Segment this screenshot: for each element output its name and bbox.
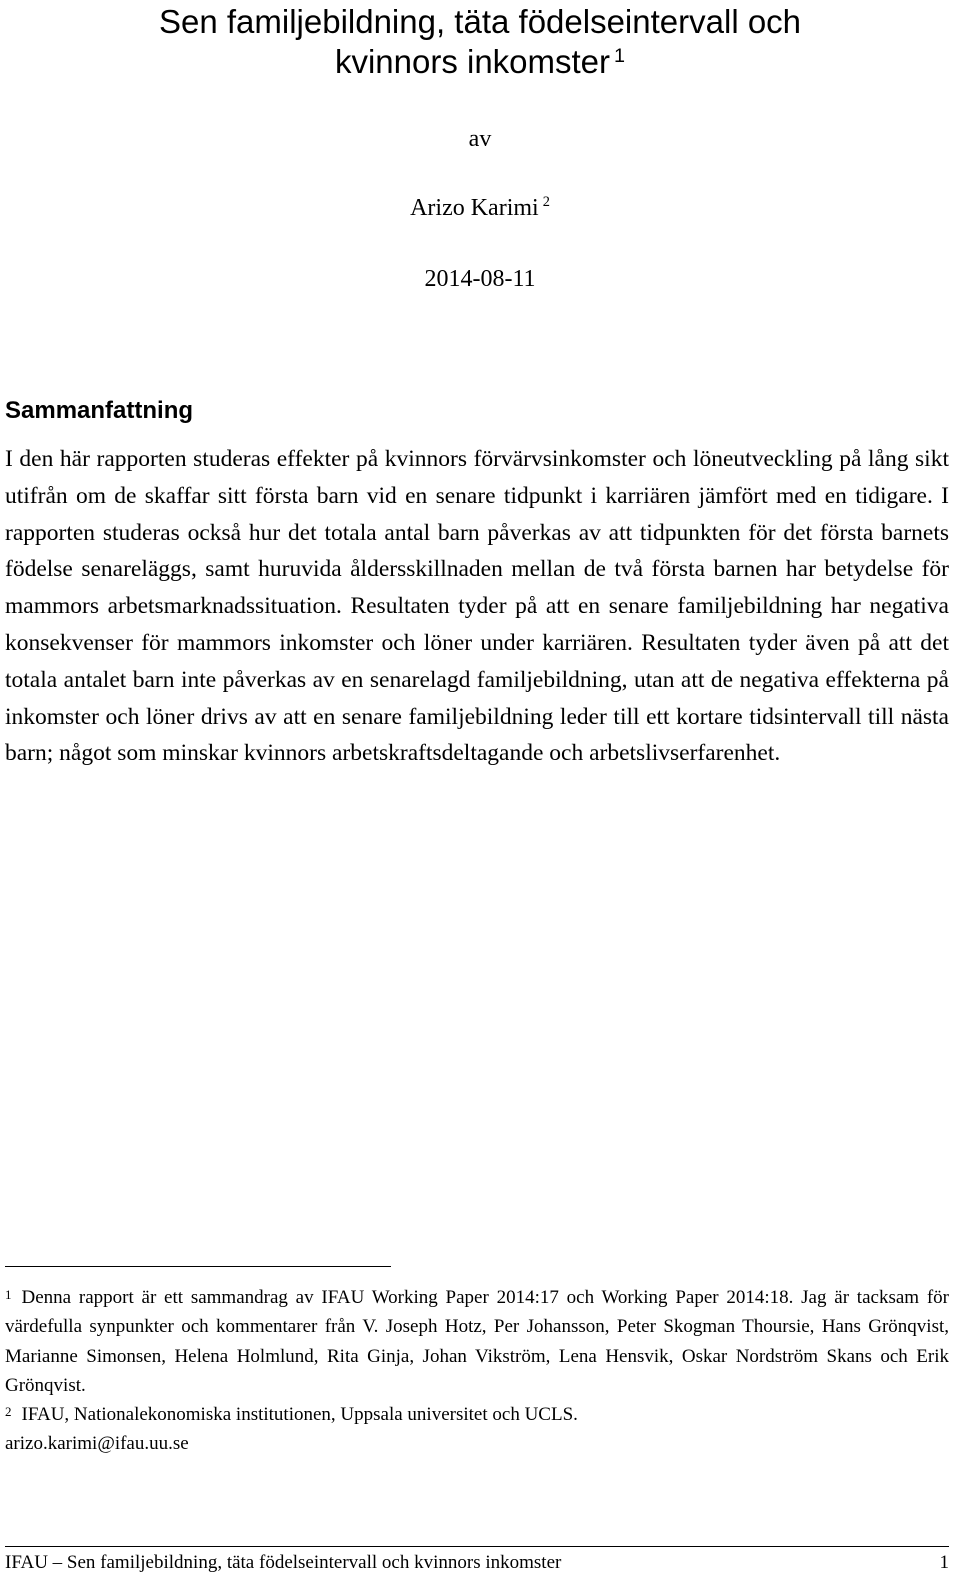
abstract-heading: Sammanfattning bbox=[5, 397, 194, 424]
footnote-2-email-line bbox=[5, 1429, 949, 1458]
footnote-separator bbox=[5, 1266, 391, 1267]
title-line-1: Sen familjebildning, täta födelseintervall och bbox=[158, 3, 802, 40]
footnote-2-text: IFAU, Nationalekonomiska institutionen, Uppsala universitet och UCLS. bbox=[21, 1404, 578, 1426]
footnote-1-number: 1 bbox=[5, 1287, 12, 1302]
author-line bbox=[0, 193, 960, 223]
author-email-link[interactable]: arizo.karimi@ifau.uu.se bbox=[5, 1433, 189, 1455]
footer-separator bbox=[5, 1546, 949, 1547]
footnote-1-text: Denna rapport är ett sammandrag av IFAU Working Paper 2014:17 och Working Paper 2014:18. Jag är tacksam för värdefulla synpunkter och kommentarer från V. Joseph Hotz, Per Johansson, Peter Skogman Thoursie, Hans Grönqvist, Marianne Simonsen, Helena Holmlund, Rita Ginja, Johan Vikström, Lena Hensvik, Oskar Nordström Skans och Erik Grönqvist. bbox=[5, 1287, 949, 1396]
title-footnote-ref[interactable]: 1 bbox=[614, 45, 626, 67]
document-date: 2014-08-11 bbox=[424, 266, 536, 292]
footnote-2-number: 2 bbox=[5, 1404, 12, 1420]
page-number: 1 bbox=[939, 1552, 949, 1573]
author-name: Arizo Karimi bbox=[410, 195, 539, 221]
byline-av: av bbox=[468, 126, 492, 152]
page-footer bbox=[5, 1549, 949, 1577]
author-footnote-ref[interactable]: 2 bbox=[542, 194, 550, 210]
footnote-2 bbox=[5, 1400, 949, 1429]
title-line-2 bbox=[0, 42, 960, 82]
footnote-1 bbox=[5, 1283, 949, 1400]
document-title bbox=[0, 2, 960, 82]
title-line-2-text: kvinnors inkomster bbox=[334, 43, 611, 80]
footnotes bbox=[5, 1283, 949, 1459]
abstract-text: I den här rapporten studeras effekter på kvinnors förvärvsinkomster och löneutveckling på lång sikt utifrån om de skaffar sitt första barn vid en senare tidpunkt i karriären jämfört med en tidigare. I rapporten studeras också hur det totala antal barn påverkas av att tidpunkten för det första barnets födelse senareläggs, samt huruvida åldersskillnaden mellan de två första barnen har betydelse för mammors arbetsmarknadssituation. Resultaten tyder på att en senare familjebildning har negativa konsekvenser för mammors inkomster och löner under karriären. Resultaten tyder även på att det totala antalet barn inte påverkas av en senarelagd familjebildning, utan att de negativa effekterna på inkomster och löner drivs av att en senare familjebildning leder till ett kortare tidsintervall till nästa barn; något som minskar kvinnors arbetskraftsdeltagande och arbetslivserfarenhet. bbox=[5, 446, 949, 767]
running-title: IFAU – Sen familjebildning, täta födelseintervall och kvinnors inkomster bbox=[5, 1552, 562, 1573]
